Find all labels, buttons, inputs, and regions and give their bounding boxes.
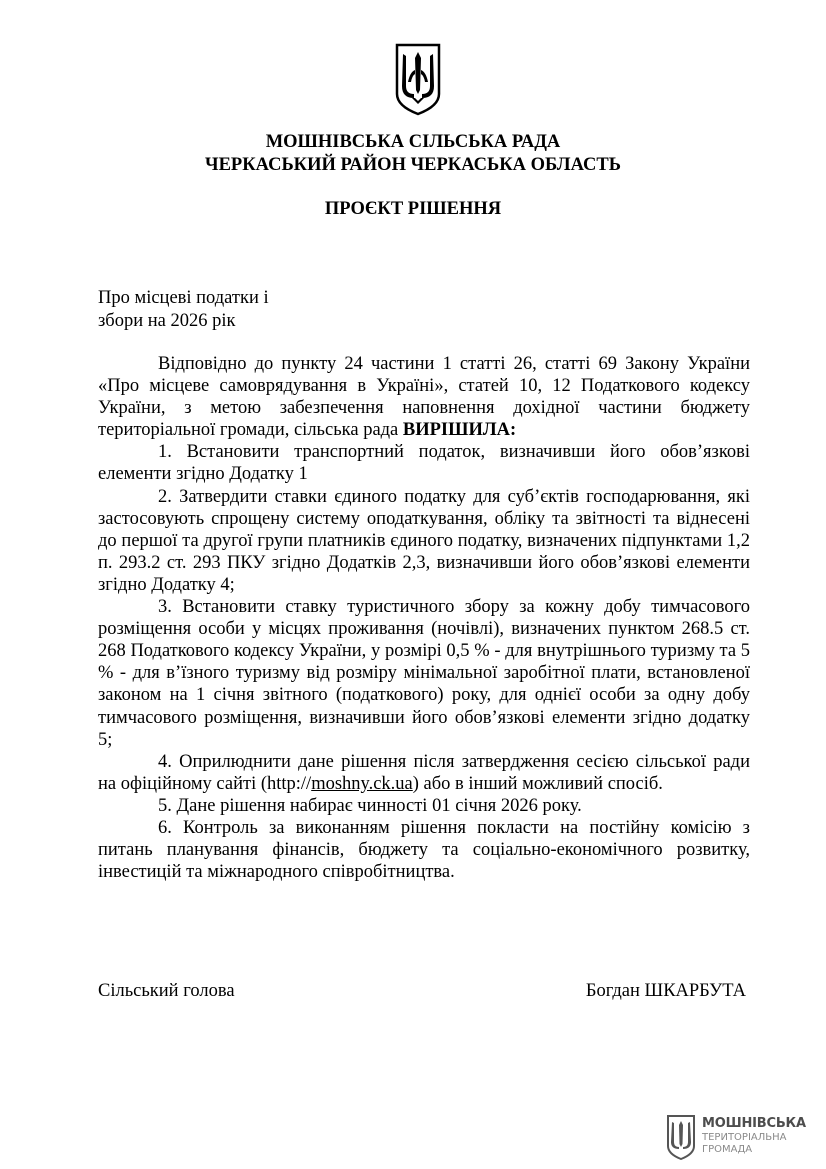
logo-subtitle bbox=[702, 1132, 786, 1156]
region-name: ЧЕРКАСЬКИЙ РАЙОН ЧЕРКАСЬКА ОБЛАСТЬ bbox=[205, 155, 621, 175]
item-2: 2. Затвердити ставки єдиного податку для суб’єктів господарювання, які застосовують спрощену систему оподаткування, обліку та звітності та віднесені до першої та другої групи платників єдиного податку, визначених підпунктами 1,2 п. 293.2 ст. 293 ПКУ згідно Додатків 2,3, визначивши його обов’язкові елементи згідно Додатку 4; bbox=[98, 486, 750, 595]
decision-subject bbox=[98, 287, 269, 333]
council-name: МОШНІВСЬКА СІЛЬСЬКА РАДА bbox=[265, 132, 561, 152]
signatory-name: Богдан ШКАРБУТА bbox=[585, 981, 746, 1001]
decided-label: ВИРІШИЛА: bbox=[402, 420, 517, 441]
item-1: 1. Встановити транспортний податок, визначивши його обов’язкові елементи згідно Додатку 1 bbox=[98, 442, 750, 485]
community-logo bbox=[666, 1114, 816, 1164]
website-link[interactable]: moshny.ck.ua bbox=[311, 773, 413, 794]
logo-title: МОШНІВСЬКА bbox=[702, 1116, 806, 1131]
decision-body bbox=[98, 353, 750, 883]
subject-line-1: Про місцеві податки і bbox=[98, 288, 269, 308]
signatory-title: Сільський голова bbox=[98, 981, 235, 1001]
item-5: 5. Дане рішення набирає чинності 01 січня 2026 року. bbox=[158, 795, 582, 816]
trident-logo-icon bbox=[666, 1114, 696, 1160]
preamble-paragraph bbox=[98, 353, 750, 441]
document-type: ПРОЄКТ РІШЕННЯ bbox=[324, 199, 502, 219]
item-3: 3. Встановити ставку туристичного збору за кожну добу тимчасового розміщення особи у місцях проживання (ночівлі), визначених пунктом 268.5 ст. 268 Податкового кодексу України, у розмірі 0,5 % - для внутрішнього туризму та 5 % - для в’їзного туризму від розміру мінімальної заробітної плати, встановленої законом на 1 січня звітного (податкового) року, для однієї особи за одну добу тимчасового розміщення, визначивши його обов’язкові елементи згідно додатку 5; bbox=[98, 597, 750, 750]
item-4 bbox=[98, 751, 750, 795]
item-4-text-start: 4. Оприлюднити дане рішення після затвердження сесією сільської ради на офіційному сайті (http:// bbox=[98, 751, 750, 794]
logo-line-3: ГРОМАДА bbox=[702, 1144, 753, 1155]
trident-emblem-icon bbox=[394, 42, 442, 116]
logo-line-2: ТЕРИТОРІАЛЬНА bbox=[702, 1132, 787, 1143]
subject-line-2: збори на 2026 рік bbox=[98, 311, 236, 331]
item-4-text-end: ) або в інший можливий спосіб. bbox=[412, 773, 663, 794]
item-6: 6. Контроль за виконанням рішення покласти на постійну комісію з питань планування фінансів, бюджету та соціально-економічного розвитку, інвестицій та міжнародного співробітництва. bbox=[98, 817, 750, 883]
preamble-text: Відповідно до пункту 24 частини 1 статті 26, статті 69 Закону України «Про місцеве самоврядування в Україні», статей 10, 12 Податкового кодексу України, з метою забезпечення наповнення дохідної частини бюджету територіальної громади, сільська рада bbox=[98, 354, 750, 441]
